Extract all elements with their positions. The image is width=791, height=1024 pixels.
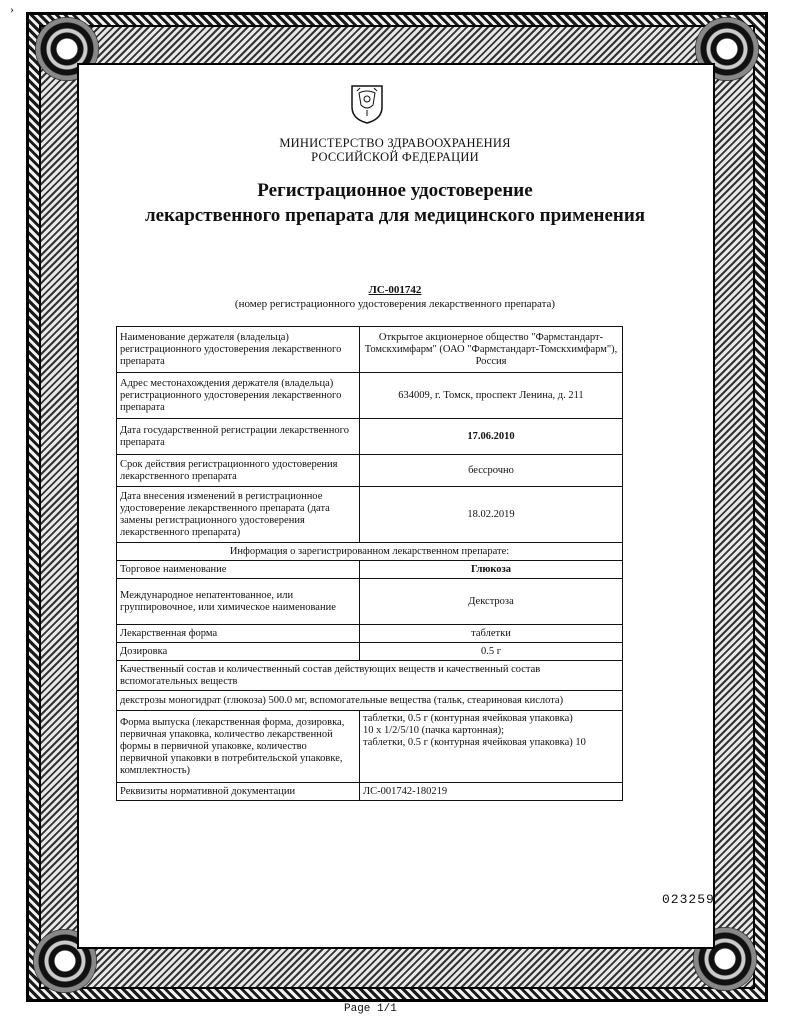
row-label: Торговое наименование <box>117 561 360 579</box>
ministry-line-2: РОССИЙСКОЙ ФЕДЕРАЦИИ <box>311 150 479 164</box>
table-row <box>117 561 623 579</box>
title-line-1: Регистрационное удостоверение <box>257 180 533 201</box>
registration-number: ЛС-001742 <box>368 284 422 296</box>
registration-table <box>116 326 623 801</box>
document-title <box>100 178 690 228</box>
table-row <box>117 783 623 801</box>
ministry-line-1: МИНИСТЕРСТВО ЗДРАВООХРАНЕНИЯ <box>279 136 511 150</box>
row-value: таблетки <box>360 625 623 643</box>
table-row <box>117 711 623 783</box>
margin-mark: › <box>10 2 14 16</box>
row-label: Дозировка <box>117 643 360 661</box>
row-label: Дата внесения изменений в регистрационное удостоверение лекарственного препарата (дата замены регистрационного удостоверения лекарственного препарата) <box>117 487 360 543</box>
row-value: Декстроза <box>360 579 623 625</box>
row-label: Форма выпуска (лекарственная форма, дозировка, первичная упаковка, количество лекарственной формы в первичной упаковке, количество первичной упаковки в потребительской упаковке, комплектность) <box>117 711 360 783</box>
row-value: 634009, г. Томск, проспект Ленина, д. 211 <box>360 373 623 419</box>
row-label: Реквизиты нормативной документации <box>117 783 360 801</box>
composition-value: декстрозы моногидрат (глюкоза) 500.0 мг, вспомогательные вещества (тальк, стеариновая кислота) <box>117 691 623 711</box>
table-row <box>117 419 623 455</box>
table-row <box>117 661 623 691</box>
page-indicator: Page 1/1 <box>344 1003 397 1015</box>
table-row <box>117 373 623 419</box>
table-row <box>117 579 623 625</box>
release-line-3: таблетки, 0.5 г (контурная ячейковая упаковка) 10 <box>363 737 586 748</box>
row-value: Глюкоза <box>360 561 623 579</box>
row-label: Адрес местонахождения держателя (владельца) регистрационного удостоверения лекарственного препарата <box>117 373 360 419</box>
row-label: Дата государственной регистрации лекарственного препарата <box>117 419 360 455</box>
row-label: Наименование держателя (владельца) регистрационного удостоверения лекарственного препарата <box>117 327 360 373</box>
table-row <box>117 455 623 487</box>
table-row <box>117 487 623 543</box>
row-value: ЛС-001742-180219 <box>360 783 623 801</box>
info-heading: Информация о зарегистрированном лекарственном препарате: <box>117 543 623 561</box>
table-row <box>117 543 623 561</box>
table-row <box>117 625 623 643</box>
table-row <box>117 691 623 711</box>
ministry-name <box>100 136 690 164</box>
table-row <box>117 643 623 661</box>
row-label: Международное непатентованное, или группировочное, или химическое наименование <box>117 579 360 625</box>
serial-number: 023259 <box>662 892 715 907</box>
row-label: Срок действия регистрационного удостоверения лекарственного препарата <box>117 455 360 487</box>
release-value <box>360 711 623 783</box>
row-value: 0.5 г <box>360 643 623 661</box>
release-line-2: 10 x 1/2/5/10 (пачка картонная); <box>363 725 505 736</box>
row-value: Открытое акционерное общество "Фармстандарт-Томскхимфарм" (ОАО "Фармстандарт-Томскхимфарм"), Россия <box>360 327 623 373</box>
composition-heading: Качественный состав и количественный состав действующих веществ и качественный состав вспомогательных веществ <box>117 661 623 691</box>
row-value: 18.02.2019 <box>360 487 623 543</box>
title-line-2: лекарственного препарата для медицинского применения <box>144 205 646 226</box>
table-row <box>117 327 623 373</box>
coat-of-arms-icon <box>349 83 385 125</box>
release-line-1: таблетки, 0.5 г (контурная ячейковая упаковка) <box>363 713 573 724</box>
row-value: 17.06.2010 <box>360 419 623 455</box>
row-label: Лекарственная форма <box>117 625 360 643</box>
registration-number-caption: (номер регистрационного удостоверения лекарственного препарата) <box>234 298 556 310</box>
row-value: бессрочно <box>360 455 623 487</box>
